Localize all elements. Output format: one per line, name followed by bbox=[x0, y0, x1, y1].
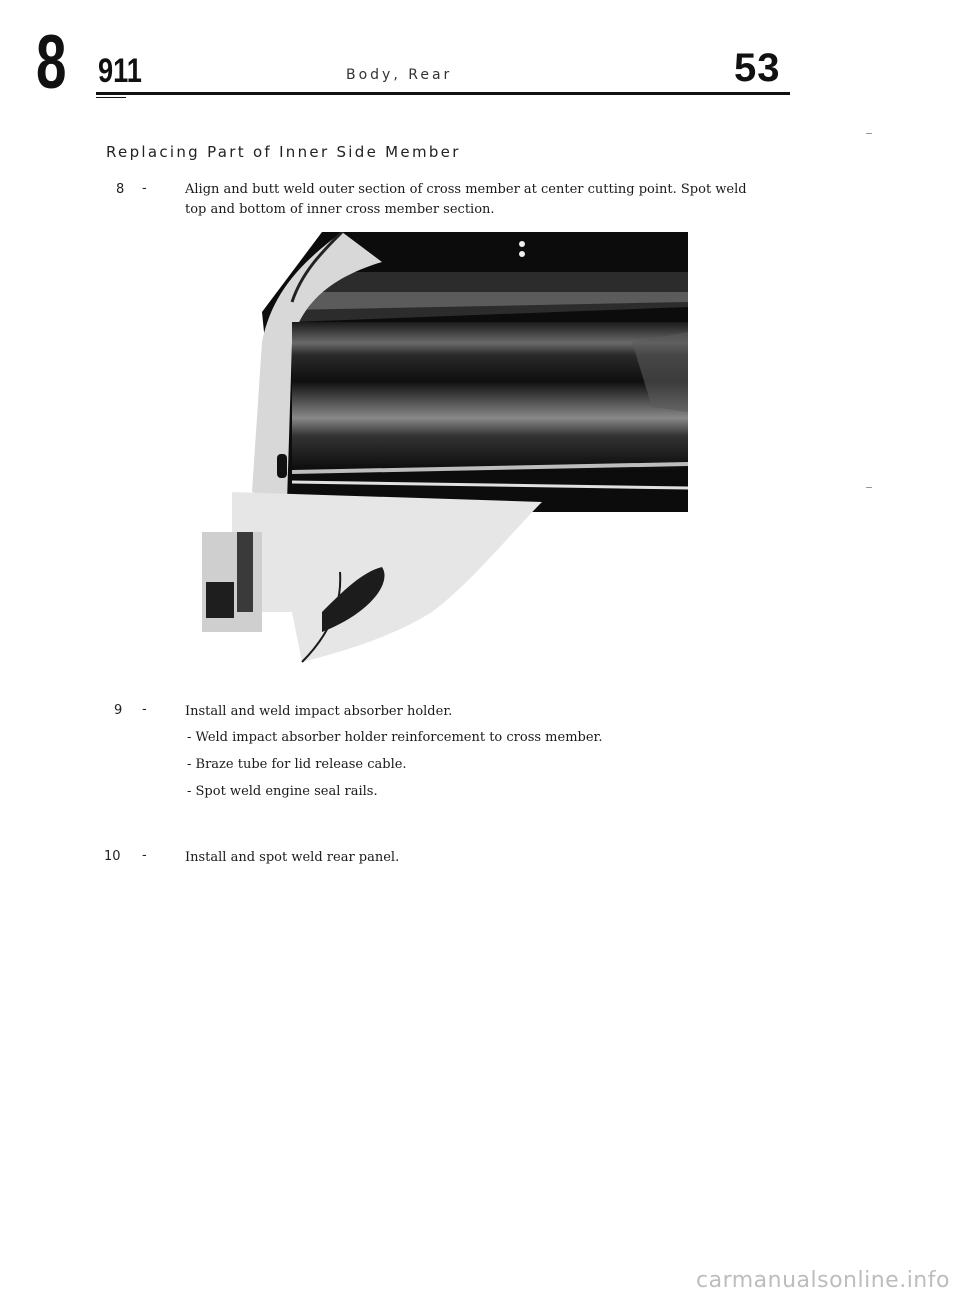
step-10-dash: - bbox=[142, 848, 147, 863]
header-rule-accent bbox=[96, 97, 126, 98]
step-9-main: Install and weld impact absorber holder. bbox=[185, 704, 453, 719]
step-9-sub-1: - Weld impact absorber holder reinforcement to cross member. bbox=[187, 730, 603, 745]
page-title: Replacing Part of Inner Side Member bbox=[106, 143, 461, 161]
page-number: 53 bbox=[734, 46, 781, 90]
step-8-line-2: top and bottom of inner cross member section. bbox=[185, 202, 495, 217]
cross-member-photo bbox=[192, 232, 688, 668]
step-8-number: 8 bbox=[116, 182, 125, 197]
header-rule bbox=[96, 92, 790, 95]
margin-mark bbox=[866, 133, 872, 134]
step-10-number: 10 bbox=[104, 849, 121, 864]
model-number: 911 bbox=[98, 52, 142, 90]
step-9-number: 9 bbox=[114, 703, 123, 718]
step-9-dash: - bbox=[142, 702, 147, 717]
step-9-sub-3: - Spot weld engine seal rails. bbox=[187, 784, 378, 799]
step-8-line-1: Align and butt weld outer section of cross member at center cutting point. Spot weld bbox=[185, 182, 747, 197]
group-number: 8 bbox=[36, 20, 67, 105]
step-9-sub-2: - Braze tube for lid release cable. bbox=[187, 757, 407, 772]
section-title: Body, Rear bbox=[346, 67, 453, 83]
margin-mark bbox=[866, 487, 872, 488]
watermark: carmanualsonline.info bbox=[696, 1268, 950, 1293]
step-8-dash: - bbox=[142, 181, 147, 196]
step-10-main: Install and spot weld rear panel. bbox=[185, 850, 400, 865]
